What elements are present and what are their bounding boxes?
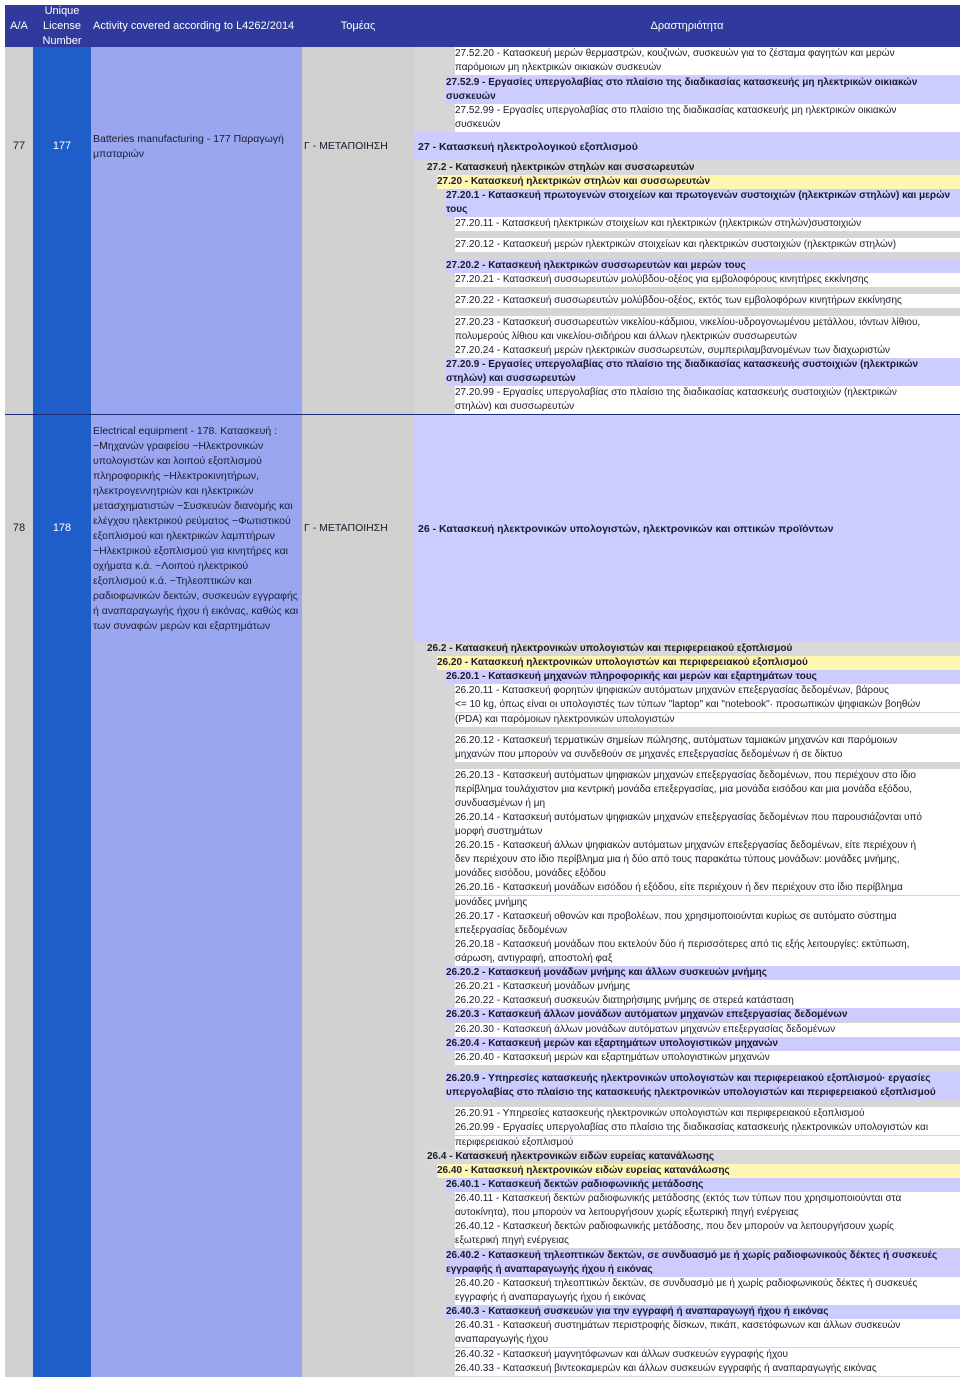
activity-line: 27.20.11 - Κατασκευή ηλεκτρικών στοιχείων και ηλεκτρικών (ηλεκτρικών στηλών)συστοιχιών	[455, 217, 960, 231]
activity-line: 27.20 - Κατασκευή ηλεκτρικών στηλών και συσσωρευτών	[437, 175, 960, 189]
activity-line: 27.20.12 - Κατασκευή μερών ηλεκτρικών στοιχείων και ηλεκτρικών συστοιχιών (ηλεκτρικών στηλών)	[455, 238, 960, 252]
activity-line: 26.20.40 - Κατασκευή μερών και εξαρτημάτων υπολογιστικών μηχανών	[455, 1051, 960, 1065]
activity-line: 26.20.4 - Κατασκευή μερών και εξαρτημάτων υπολογιστικών μηχανών	[446, 1037, 960, 1051]
row-77-sector: Γ - ΜΕΤΑΠΟΙΗΣΗ	[304, 140, 388, 152]
activity-line: 27.20.99 - Εργασίες υπεργολαβίας στο πλαίσιο της διαδικασίας κατασκευής συστοιχιών (ηλεκτρικών	[455, 386, 960, 400]
header-activities: Δραστηριότητα	[650, 19, 724, 32]
header-license: Unique License Number	[42, 4, 82, 47]
activity-line: αυτοκίνητα), που μπορούν να λειτουργήσουν χωρίς εξωτερική πηγή ενέργειας	[455, 1206, 960, 1220]
activity-line: μορφή συστημάτων	[455, 825, 960, 839]
activity-line: 26.20.9 - Υπηρεσίες κατασκευής ηλεκτρονικών υπολογιστών και περιφερειακού εξοπλισμού· εργασίες	[446, 1072, 960, 1086]
activity-line: 27.20.9 - Εργασίες υπεργολαβίας στο πλαίσιο της διαδικασίας κατασκευής συστοιχιών (ηλεκτρικών	[446, 358, 960, 372]
activity-line: 26.20.30 - Κατασκευή άλλων μονάδων αυτόματων μηχανών επεξεργασίας δεδομένων	[455, 1023, 960, 1037]
activity-line: σάρωση, αντιγραφή, αποστολή φαξ	[455, 952, 960, 966]
activity-line: 26.20.91 - Υπηρεσίες κατασκευής ηλεκτρονικών υπολογιστών και περιφερειακού εξοπλισμού	[455, 1107, 960, 1121]
activity-line: εγγραφής ή αναπαραγωγής ήχου ή εικόνας	[446, 1263, 960, 1277]
activity-line: στηλών) και συσσωρευτών	[455, 400, 960, 414]
row-77-license: 177	[52, 140, 72, 152]
activity-line: 26.40.12 - Κατασκευή δεκτών ραδιοφωνικής μετάδοσης, που δεν μπορούν να λειτουργήσουν χωρίς	[455, 1220, 960, 1234]
activity-line: 26.40.3 - Κατασκευή συσκευών για την εγγραφή ή αναπαραγωγή ήχου ή εικόνας	[446, 1305, 960, 1319]
activity-line: 27.2 - Κατασκευή ηλεκτρικών στηλών και συσσωρευτών	[427, 161, 960, 175]
activity-line: 26.20 - Κατασκευή ηλεκτρονικών υπολογιστών και περιφερειακού εξοπλισμού	[437, 656, 960, 670]
activity-line: εγγραφής ή αναπαραγωγής ήχου ή εικόνας	[455, 1291, 960, 1305]
activity-line: <= 10 kg, όπως είναι οι υπολογιστές των τύπων "laptop" και "notebook"· προσωπικών ψηφιακών βοηθών	[455, 698, 960, 712]
activity-line: επεξεργασίας δεδομένων	[455, 924, 960, 938]
activity-line: 27.52.20 - Κατασκευή μερών θερμαστρών, κουζινών, συσκευών για το ζέσταμα φαγητών και μερών	[455, 47, 960, 61]
activity-line: 26.20.17 - Κατασκευή οθονών και προβολέων, που χρησιμοποιούνται κυρίως σε αυτόματο σύστημα	[455, 910, 960, 924]
activity-line: 27.52.99 - Εργασίες υπεργολαβίας στο πλαίσιο της διαδικασίας κατασκευής μη ηλεκτρικών οικιακών	[455, 104, 960, 118]
activity-line: 26.20.11 - Κατασκευή φορητών ψηφιακών αυτόματων μηχανών επεξεργασίας δεδομένων, βάρους	[455, 684, 960, 698]
activity-line: (PDA) και παρόμοιων ηλεκτρονικών υπολογιστών	[455, 713, 960, 727]
activity-line: 26.2 - Κατασκευή ηλεκτρονικών υπολογιστών και περιφερειακού εξοπλισμού	[427, 642, 960, 656]
column-aa	[5, 47, 33, 1377]
activity-line: 26.20.2 - Κατασκευή μονάδων μνήμης και άλλων συσκευών μνήμης	[446, 966, 960, 980]
row-78-aa: 78	[12, 522, 26, 534]
table-header	[5, 5, 960, 47]
activity-line: 27.20.2 - Κατασκευή ηλεκτρικών συσσωρευτών και μερών τους	[446, 259, 960, 273]
activity-line: τους	[446, 203, 960, 217]
column-activity	[91, 47, 302, 1377]
activity-line: μονάδες εισόδου, μονάδες εξόδου	[455, 867, 960, 881]
row-78-activity: Electrical equipment - 178. Κατασκευή : −Μηχανών γραφείου −Ηλεκτρονικών υπολογιστών και λοιπού εξοπλισμού πληροφορικής −Ηλεκτροκινητήρων, ηλεκτρογεννητριών και ηλεκτρικών μετασχηματιστών −Συσκευών διανομής και ελέγχου ηλεκτρικού ρεύματος −Φωτιστικού εξοπλισμού και ηλεκτρικών λαμπτήρων −Ηλεκτρικού εξοπλισμού για κινητήρες και οχήματα κ.ά. −Λοιπού ηλεκτρικού εξοπλισμού κ.ά. −Τηλεοπτικών και ραδιοφωνικών δεκτών, συσκευών εγγραφής ή αναπαραγωγής ήχου ή εικόνας, καθώς και των συναφών μερών και εξαρτημάτων	[93, 425, 299, 632]
activity-line: 26.20.13 - Κατασκευή αυτόματων ψηφιακών μηχανών επεξεργασίας δεδομένων, που περιέχουν στο ίδιο	[455, 769, 960, 783]
column-sector	[302, 47, 414, 1377]
activity-line: 27.20.24 - Κατασκευή μερών ηλεκτρικών συσσωρευτών, συμπεριλαμβανομένων των διαχωριστών	[455, 344, 960, 358]
activity-line: 26.40.2 - Κατασκευή τηλεοπτικών δεκτών, σε συνδυασμό με ή χωρίς ραδιοφωνικούς δέκτες ή συσκευές	[446, 1249, 960, 1263]
activity-line: 27.20.21 - Κατασκευή συσσωρευτών μολύβδου-οξέος για εμβολοφόρους κινητήρες εκκίνησης	[455, 273, 960, 287]
header-sector: Τομέας	[340, 19, 376, 32]
activity-line: μονάδες μνήμης	[455, 896, 960, 910]
activity-line: συνδυασμένων ή μη	[455, 797, 960, 811]
row-78-sector: Γ - ΜΕΤΑΠΟΙΗΣΗ	[304, 522, 388, 534]
activity-line: εξωτερική πηγή ενέργειας	[455, 1234, 960, 1248]
activity-line: 26.40.20 - Κατασκευή τηλεοπτικών δεκτών, σε συνδυασμό με ή χωρίς ραδιοφωνικούς δέκτες ή συσκευές	[455, 1277, 960, 1291]
activity-line: συσκευών	[455, 118, 960, 132]
activity-line: 26.20.12 - Κατασκευή τερματικών σημείων πώλησης, αυτόματων ταμιακών μηχανών και παρόμοιων	[455, 734, 960, 748]
activity-line: 26.40.31 - Κατασκευή συστημάτων περιστροφής δίσκων, πικάπ, κασετόφωνων και άλλων συσκευών	[455, 1319, 960, 1333]
row-78-license: 178	[52, 522, 72, 534]
activity-line: παρόμοιων μη ηλεκτρικών οικιακών συσκευών	[455, 61, 960, 75]
activity-line: 27.20.23 - Κατασκευή συσσωρευτών νικελίου-κάδμιου, νικελίου-υδρογονωμένου μετάλλου, ιόντων λίθιου,	[455, 316, 960, 330]
activity-line: 26.20.22 - Κατασκευή συσκευών διατηρήσιμης μνήμης σε στερεά κατάσταση	[455, 994, 960, 1008]
activity-line: 27.52.9 - Εργασίες υπεργολαβίας στο πλαίσιο της διαδικασίας κατασκευής μη ηλεκτρικών οικιακών	[446, 76, 960, 90]
header-activity: Activity covered according to L4262/2014	[93, 19, 295, 32]
activity-line: 26.20.21 - Κατασκευή μονάδων μνήμης	[455, 980, 960, 994]
activity-line: 26.20.15 - Κατασκευή άλλων ψηφιακών αυτόματων μηχανών επεξεργασίας δεδομένων, είτε περιέχουν ή	[455, 839, 960, 853]
activity-line: 26.20.16 - Κατασκευή μονάδων εισόδου ή εξόδου, είτε περιέχουν ή δεν περιέχουν στο ίδιο περίβλημα	[455, 881, 960, 895]
row-77-activity: Batteries manufacturing - 177 Παραγωγή μπαταριών	[93, 133, 284, 160]
activity-line: 26.20.14 - Κατασκευή αυτόματων ψηφιακών μηχανών επεξεργασίας δεδομένων που παρουσιάζονται υπό	[455, 811, 960, 825]
activity-line: 26.20.3 - Κατασκευή άλλων μονάδων αυτόματων μηχανών επεξεργασίας δεδομένων	[446, 1008, 960, 1022]
activity-line: δεν περιέχουν στο ίδιο περίβλημα μια ή δύο από τους παρακάτω τύπους μονάδων: μονάδες μνήμης,	[455, 853, 960, 867]
activity-line: 26.40.11 - Κατασκευή δεκτών ραδιοφωνικής μετάδοσης (εκτός των τύπων που χρησιμοποιούνται στα	[455, 1192, 960, 1206]
activity-line: 26.20.1 - Κατασκευή μηχανών πληροφορικής και μερών και εξαρτημάτων τους	[446, 670, 960, 684]
activity-line: 26.40.32 - Κατασκευή μαγνητόφωνων και άλλων συσκευών εγγραφής ήχου	[455, 1348, 960, 1362]
activity-line: στηλών) και συσσωρευτών	[446, 372, 960, 386]
activity-line: 27.20.1 - Κατασκευή πρωτογενών στοιχείων και πρωτογενών συστοιχιών (ηλεκτρικών στηλών) και μερών	[446, 189, 960, 203]
activity-line: πολυμερούς λίθιου και νικελίου-σιδήρου και άλλων ηλεκτρικών συσσωρευτών	[455, 330, 960, 344]
row-78-main-activity: 26 - Κατασκευή ηλεκτρονικών υπολογιστών, ηλεκτρονικών και οπτικών προϊόντων	[418, 523, 834, 535]
column-license	[33, 47, 91, 1377]
header-aa: Α/Α	[10, 19, 28, 32]
activity-line: μηχανών που μπορούν να συνδεθούν σε μηχανές επεξεργασίας δεδομένων ή σε δίκτυο	[455, 748, 960, 762]
activity-line: 26.40.1 - Κατασκευή δεκτών ραδιοφωνικής μετάδοσης	[446, 1178, 960, 1192]
activity-line: 26.20.99 - Εργασίες υπεργολαβίας στο πλαίσιο της διαδικασίας κατασκευής ηλεκτρονικών υπολογιστών και	[455, 1121, 960, 1135]
activity-line: περίβλημα τουλάχιστον μια κεντρική μονάδα επεξεργασίας, μια μονάδα εισόδου και μια μονάδα εξόδου,	[455, 783, 960, 797]
activity-line: 26.20.18 - Κατασκευή μονάδων που εκτελούν δύο ή περισσότερες από τις εξής λειτουργίες: εκτύπωση,	[455, 938, 960, 952]
activity-line: υπεργολαβίας στο πλαίσιο της κατασκευής ηλεκτρονικών υπολογιστών και περιφερειακού εξοπλισμού	[446, 1086, 960, 1100]
row-77-main-activity: 27 - Κατασκευή ηλεκτρολογικού εξοπλισμού	[418, 141, 638, 153]
activity-line: περιφερειακού εξοπλισμού	[455, 1136, 960, 1150]
activity-line: 26.40 - Κατασκευή ηλεκτρονικών ειδών ευρείας κατανάλωσης	[437, 1164, 960, 1178]
activity-line: 26.4 - Κατασκευή ηλεκτρονικών ειδών ευρείας κατανάλωσης	[427, 1150, 960, 1164]
activity-line: 26.40.33 - Κατασκευή βιντεοκαμερών και άλλων συσκευών εγγραφής ή αναπαραγωγής εικόνας	[455, 1362, 960, 1376]
row-77-aa: 77	[12, 140, 26, 152]
activity-line: 27.20.22 - Κατασκευή συσσωρευτών μολύβδου-οξέος, εκτός των εμβολοφόρων κινητήρων εκκίνησης	[455, 294, 960, 308]
activity-line: αναπαραγωγής ήχου	[455, 1333, 960, 1347]
activity-line: συσκευών	[446, 90, 960, 104]
